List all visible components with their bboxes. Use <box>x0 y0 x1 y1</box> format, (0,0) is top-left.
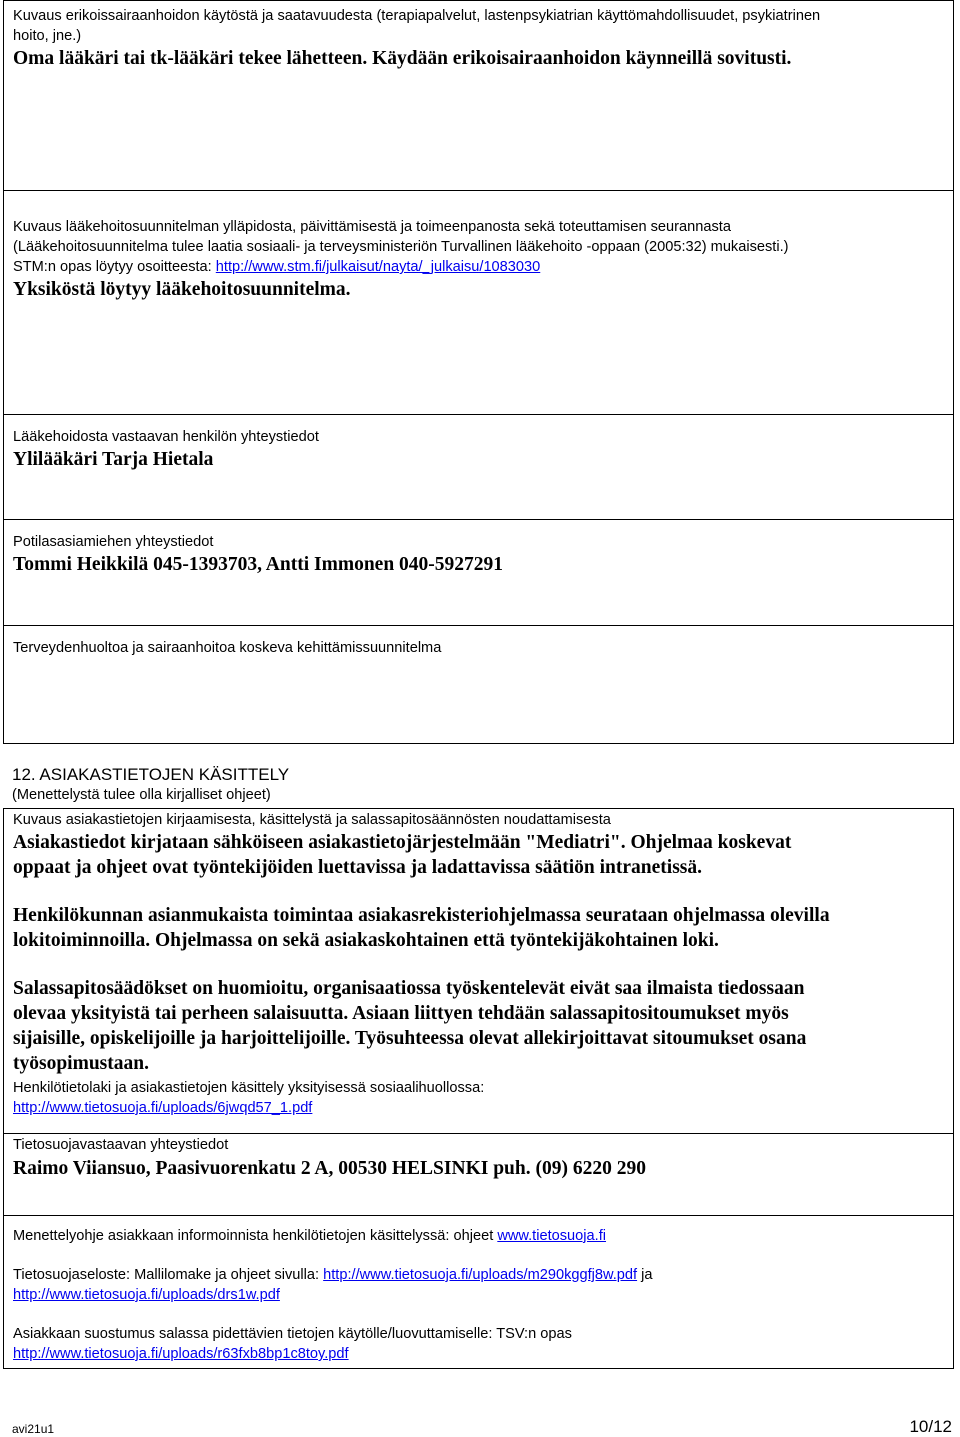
p3-line4: työsopimustaan. <box>13 1053 149 1074</box>
suostumus-block <box>4 1324 953 1364</box>
asiakastiedot-description: Kuvaus asiakastietojen kirjaamisesta, käsittelystä ja salassapitosäännösten noudattamisesta <box>13 812 611 828</box>
laakehoito-box <box>3 190 954 415</box>
p2-line1: Henkilökunnan asianmukaista toimintaa asiakasrekisteriohjelmassa seurataan ohjelmassa olevilla <box>13 905 830 926</box>
page-number: 10/12 <box>909 1417 952 1436</box>
stm-guide-prefix: STM:n opas löytyy osoitteesta: <box>13 259 216 275</box>
potilasasiamies-answer: Tommi Heikkilä 045-1393703, Antti Immonen 040-5927291 <box>13 554 504 575</box>
p1-line2: oppaat ja ohjeet ovat työntekijöiden luettavissa ja ladattavissa säätiön intranetissä. <box>13 857 703 878</box>
asiakastiedot-box <box>3 808 954 1216</box>
henkilotietolaki-block <box>4 1078 953 1118</box>
p2-line2: lokitoiminnoilla. Ohjelmassa on sekä asiakaskohtainen että työntekijäkohtainen loki. <box>13 930 719 951</box>
ja-text: ja <box>637 1267 653 1283</box>
ohjeet-link[interactable]: http://www.tietosuoja.fi/uploads/drs1w.pdf <box>13 1287 280 1303</box>
henkilotietolaki-link[interactable]: http://www.tietosuoja.fi/uploads/6jwqd57_1.pdf <box>13 1100 313 1116</box>
laakehoito-description-line3 <box>13 257 953 277</box>
laakehoito-vastaava-box <box>3 414 954 520</box>
p3-line2: olevaa yksityistä tai perheen salaisuutta. Asiaan liittyen tehdään salassapitositoumukset myös <box>13 1003 789 1024</box>
henkilotietolaki-text: Henkilötietolaki ja asiakastietojen käsittely yksityisessä sosiaalihuollossa: <box>13 1080 485 1096</box>
tietosuojaseloste-block <box>4 1265 953 1305</box>
menettelyohje-text: Menettelyohje asiakkaan informoinnista henkilötietojen käsittelyssä: ohjeet <box>13 1228 498 1244</box>
section-12-title: 12. ASIAKASTIETOJEN KÄSITTELY <box>12 765 290 784</box>
asiakastiedot-paragraph-2 <box>4 903 953 953</box>
laakehoito-vastaava-label: Lääkehoidosta vastaavan henkilön yhteystiedot <box>13 429 319 445</box>
erikoissairaanhoito-description-line1: Kuvaus erikoissairaanhoidon käytöstä ja saatavuudesta (terapiapalvelut, lastenpsykiatrian käyttömahdollisuudet, psykiatrinen <box>13 8 821 24</box>
menettelyohje-line <box>4 1216 953 1246</box>
kehittamissuunnitelma-box <box>3 625 954 744</box>
potilasasiamies-label: Potilasasiamiehen yhteystiedot <box>13 534 214 550</box>
tietosuojavastaava-answer: Raimo Viiansuo, Paasivuorenkatu 2 A, 00530 HELSINKI puh. (09) 6220 290 <box>13 1158 646 1179</box>
section-12-heading <box>12 765 289 805</box>
laakehoito-description-line1: Kuvaus lääkehoitosuunnitelman ylläpidosta, päivittämisestä ja toimeenpanosta sekä toteuttamisen seurannasta <box>13 219 731 235</box>
tietosuojavastaava-label: Tietosuojavastaavan yhteystiedot <box>13 1137 229 1153</box>
laakehoito-vastaava-answer: Ylilääkäri Tarja Hietala <box>13 449 214 470</box>
kehittamissuunnitelma-label: Terveydenhuoltoa ja sairaanhoitoa koskeva kehittämissuunnitelma <box>13 640 442 656</box>
p3-line1: Salassapitosäädökset on huomioitu, organisaatiossa työskentelevät eivät saa ilmaista tiedossaan <box>13 978 805 999</box>
p3-line3: sijaisille, opiskelijoille ja harjoittelijoille. Työsuhteessa olevat allekirjoittavat sitoumukset osana <box>13 1028 807 1049</box>
suostumus-text: Asiakkaan suostumus salassa pidettävien tietojen käytölle/luovuttamiselle: TSV:n opas <box>13 1326 572 1342</box>
erikoissairaanhoito-box <box>3 0 954 191</box>
tietosuoja-home-link[interactable]: www.tietosuoja.fi <box>497 1228 607 1244</box>
section-12-subtitle: (Menettelystä tulee olla kirjalliset ohjeet) <box>12 787 271 803</box>
erikoissairaanhoito-answer: Oma lääkäri tai tk-lääkäri tekee lähetteen. Käydään erikoisairaanhoidon käynneillä sovitusti. <box>13 48 792 69</box>
laakehoito-description-line2: (Lääkehoitosuunnitelma tulee laatia sosiaali- ja terveysministeriön Turvallinen lääkehoito -oppaan (2005:32) mukaisesti.) <box>13 239 789 255</box>
document-id: avi21u1 <box>12 1422 55 1436</box>
asiakastiedot-paragraph-3 <box>4 976 953 1076</box>
divider <box>4 1133 953 1134</box>
erikoissairaanhoito-description-line2: hoito, jne.) <box>13 28 82 44</box>
laakehoito-answer: Yksiköstä löytyy lääkehoitosuunnitelma. <box>13 279 351 300</box>
potilasasiamies-box <box>3 519 954 626</box>
mallilomake-link[interactable]: http://www.tietosuoja.fi/uploads/m290kggfj8w.pdf <box>323 1267 638 1283</box>
tietosuoja-ohjeet-box <box>3 1215 954 1369</box>
p1-line1: Asiakastiedot kirjataan sähköiseen asiakastietojärjestelmään "Mediatri". Ohjelmaa koskevat <box>13 832 792 853</box>
asiakastiedot-paragraph-1 <box>4 830 953 880</box>
tietosuojaseloste-text: Tietosuojaseloste: Mallilomake ja ohjeet sivulla: <box>13 1267 324 1283</box>
stm-guide-link[interactable]: http://www.stm.fi/julkaisut/nayta/_julkaisu/1083030 <box>215 259 541 275</box>
tsv-opas-link[interactable]: http://www.tietosuoja.fi/uploads/r63fxb8bp1c8toy.pdf <box>13 1346 349 1362</box>
